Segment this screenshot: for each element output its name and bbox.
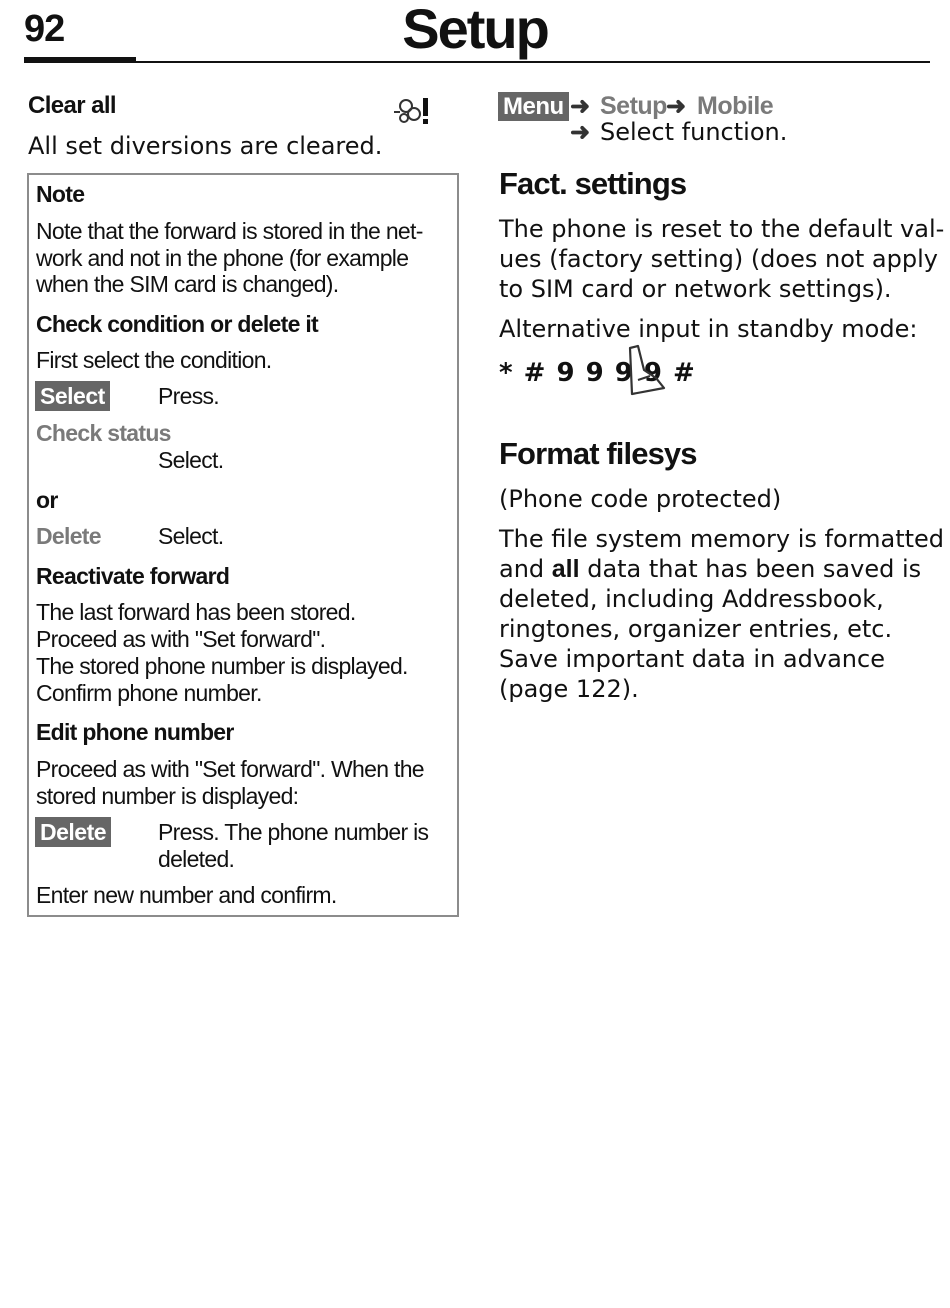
- reactivate-line: Proceed as with "Set forward".: [36, 626, 326, 652]
- menu-path-setup[interactable]: Setup: [600, 92, 667, 120]
- delete-key-action: Press. The phone number is: [158, 819, 429, 845]
- clear-all-description: All set diversions are cleared.: [28, 132, 383, 160]
- format-line: [499, 554, 921, 584]
- delete-option[interactable]: Delete: [36, 523, 101, 549]
- delete-action: Select.: [158, 523, 224, 549]
- alt-input-text: Alternative input in standby mode:: [499, 315, 918, 343]
- reactivate-line: The last forward has been stored.: [36, 599, 356, 625]
- page-reference[interactable]: (page 122).: [499, 675, 639, 703]
- format-line-bold: all: [551, 555, 580, 583]
- reactivate-line: Confirm phone number.: [36, 680, 262, 706]
- reactivate-line: The stored phone number is displayed.: [36, 653, 408, 679]
- page-number: 92: [24, 8, 65, 50]
- menu-path-select-function: Select function.: [600, 118, 788, 146]
- fact-settings-line: ues (factory setting) (does not apply: [499, 245, 938, 273]
- note-title: Note: [36, 181, 85, 207]
- clear-all-heading: Clear all: [28, 92, 116, 119]
- menu-path-mobile[interactable]: Mobile: [697, 92, 774, 120]
- menu-softkey[interactable]: Menu: [498, 92, 569, 121]
- edit-line: Proceed as with "Set forward". When the: [36, 756, 424, 782]
- arrow-right-icon: ➜: [666, 93, 687, 120]
- note-line: Note that the forward is stored in the net-: [36, 218, 423, 244]
- fact-settings-line: to SIM card or network settings).: [499, 275, 892, 303]
- check-condition-intro: First select the condition.: [36, 347, 272, 373]
- note-line: when the SIM card is changed).: [36, 271, 339, 297]
- phone-code-protected: (Phone code protected): [499, 485, 782, 513]
- arrow-right-icon: ➜: [570, 93, 591, 120]
- note-line: work and not in the phone (for example: [36, 245, 409, 271]
- edit-line: stored number is displayed:: [36, 783, 299, 809]
- format-line: deleted, including Addressbook,: [499, 585, 884, 613]
- final-instruction: Enter new number and confirm.: [36, 882, 337, 908]
- call-key-icon: [624, 344, 668, 396]
- format-line: ringtones, organizer entries, etc.: [499, 615, 893, 643]
- fact-settings-line: The phone is reset to the default val-: [499, 215, 945, 243]
- select-action: Press.: [158, 383, 219, 409]
- format-filesys-heading: Format filesys: [499, 436, 697, 471]
- check-condition-heading: Check condition or delete it: [36, 311, 318, 337]
- header-divider: [24, 61, 930, 63]
- or-label: or: [36, 487, 58, 513]
- format-line-pre: and: [499, 555, 552, 583]
- check-status-action: Select.: [158, 447, 224, 473]
- network-function-icon: [392, 94, 434, 128]
- fact-settings-heading: Fact. settings: [499, 166, 687, 201]
- edit-number-heading: Edit phone number: [36, 719, 234, 745]
- reactivate-heading: Reactivate forward: [36, 563, 230, 589]
- arrow-right-icon: ➜: [570, 119, 591, 146]
- format-line: Save important data in advance: [499, 645, 885, 673]
- reset-code: * # 9 9 9 9 #: [499, 358, 696, 388]
- format-line-post: data that has been saved is: [579, 555, 922, 583]
- check-status-option[interactable]: Check status: [36, 420, 171, 446]
- page-title: Setup: [402, 0, 548, 60]
- delete-softkey[interactable]: Delete: [35, 817, 111, 847]
- delete-key-action: deleted.: [158, 846, 235, 872]
- note-box: [27, 173, 459, 917]
- select-softkey[interactable]: Select: [35, 381, 110, 411]
- format-line: The file system memory is formatted: [499, 525, 945, 553]
